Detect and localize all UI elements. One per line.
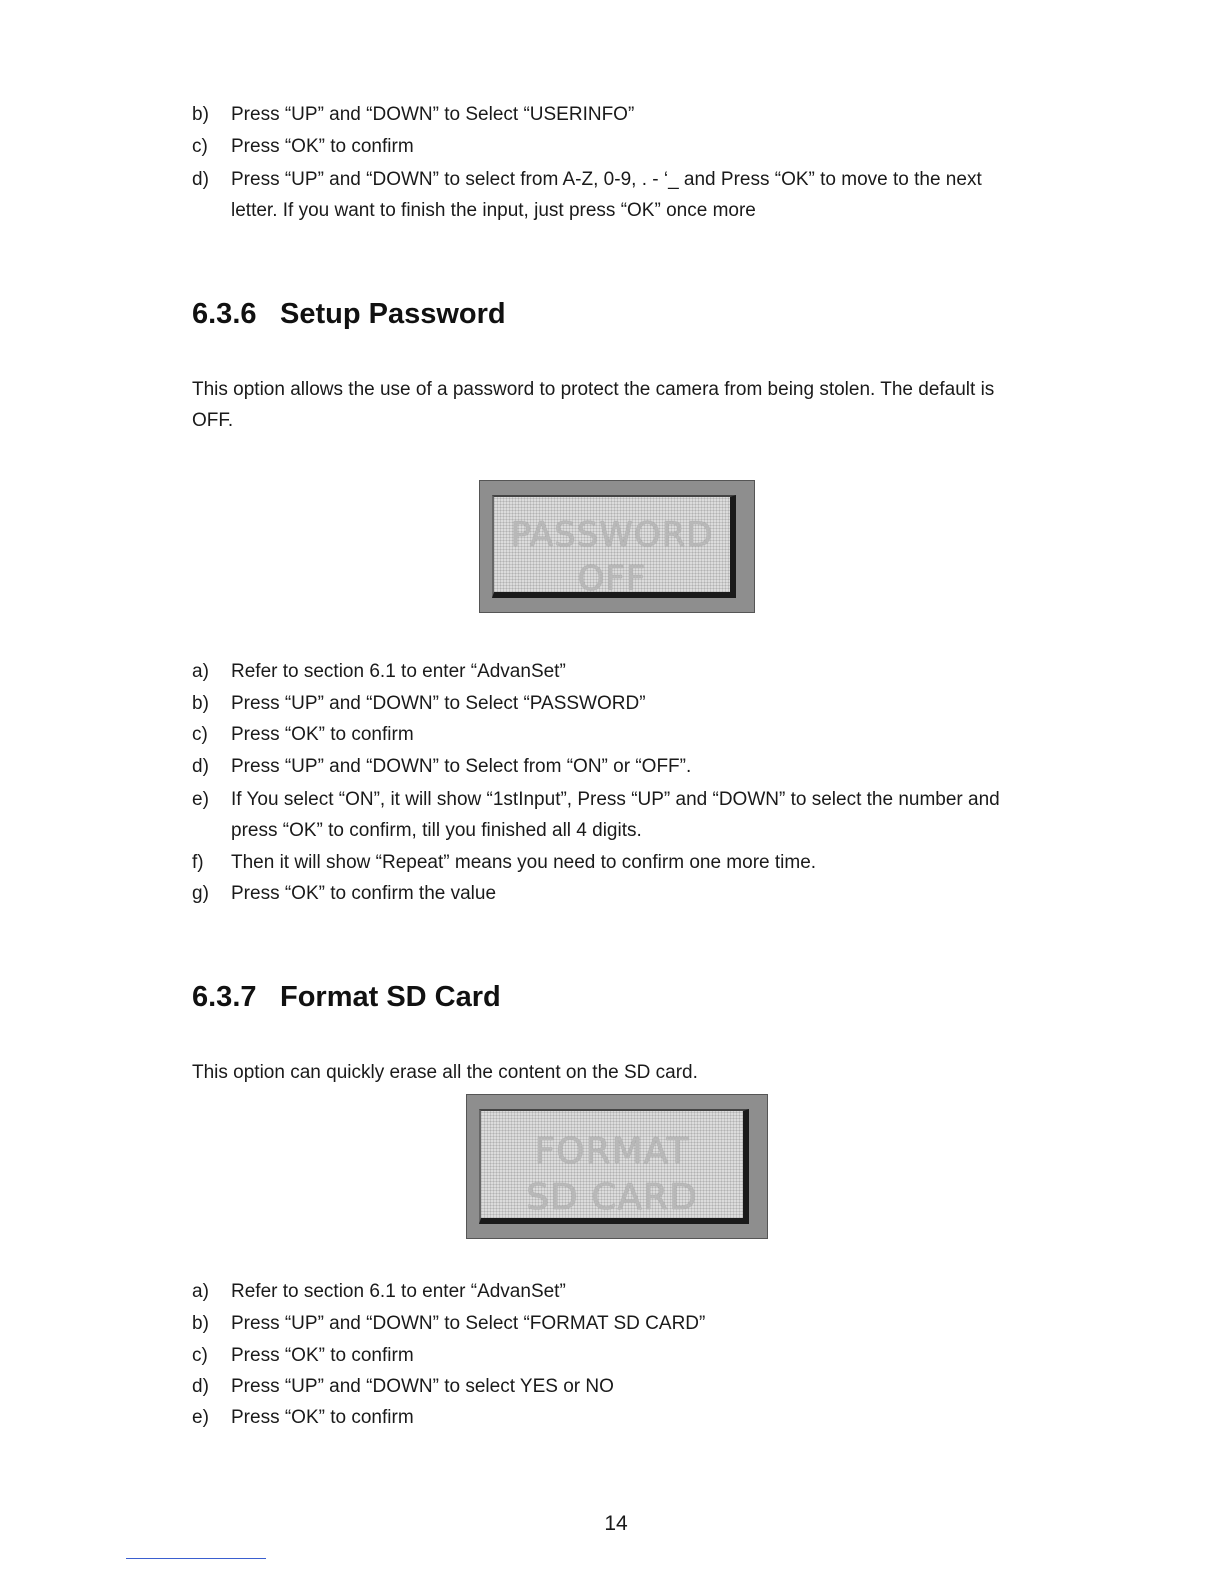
list-item-label: e) <box>192 789 209 810</box>
page-number: 14 <box>604 1512 628 1535</box>
list-item-text: If You select “ON”, it will show “1stInput”, Press “UP” and “DOWN” to select the number and <box>231 789 1000 810</box>
list-item-label: a) <box>192 661 209 682</box>
section-description: This option can quickly erase all the content on the SD card. <box>192 1062 698 1083</box>
list-item-label: b) <box>192 104 209 125</box>
list-item-text: Refer to section 6.1 to enter “AdvanSet” <box>231 661 566 682</box>
section-heading-format-sd-card <box>192 981 501 1014</box>
list-item-label: c) <box>192 1345 208 1366</box>
list-item-label: g) <box>192 883 209 904</box>
list-item-label: c) <box>192 724 208 745</box>
lcd-line-2: OFF <box>577 559 647 599</box>
list-item-label: c) <box>192 136 208 157</box>
list-item-text: Press “OK” to confirm <box>231 1407 414 1428</box>
list-item-label: a) <box>192 1281 209 1302</box>
list-item-text: Press “UP” and “DOWN” to select from A-Z, 0-9, . - ‘_ and Press “OK” to move to the next <box>231 169 982 190</box>
list-item-text: Then it will show “Repeat” means you need to confirm one more time. <box>231 852 817 873</box>
lcd-line-1: PASSWORD <box>510 515 714 555</box>
list-item-label: b) <box>192 693 209 714</box>
list-item-label: d) <box>192 1376 209 1397</box>
list-item-text: letter. If you want to finish the input, just press “OK” once more <box>231 200 756 221</box>
list-item-text: Press “OK” to confirm <box>231 136 414 157</box>
lcd-screen-format-sd-card <box>466 1094 768 1239</box>
list-item-text: Press “OK” to confirm the value <box>231 883 497 904</box>
section-description: This option allows the use of a password to protect the camera from being stolen. The default is OFF. <box>192 379 995 431</box>
section-heading-setup-password <box>192 298 506 331</box>
list-item-label: b) <box>192 1313 209 1334</box>
list-item-text: Press “UP” and “DOWN” to Select “PASSWORD” <box>231 693 646 714</box>
lcd-display <box>492 495 736 598</box>
list-item-text: Press “OK” to confirm <box>231 724 414 745</box>
list-item-text: press “OK” to confirm, till you finished all 4 digits. <box>231 820 642 841</box>
section-number: 6.3.6 <box>192 298 257 330</box>
list-item-text: Press “UP” and “DOWN” to select YES or NO <box>231 1376 614 1397</box>
list-item-text: Press “UP” and “DOWN” to Select “USERINFO” <box>231 104 635 125</box>
list-item-text: Press “UP” and “DOWN” to Select “FORMAT SD CARD” <box>231 1313 706 1334</box>
list-item-label: e) <box>192 1407 209 1428</box>
lcd-line-1: FORMAT <box>534 1131 690 1172</box>
list-item-text: Press “OK” to confirm <box>231 1345 414 1366</box>
list-item-text: Refer to section 6.1 to enter “AdvanSet” <box>231 1281 566 1302</box>
list-item-label: d) <box>192 169 209 190</box>
lcd-display <box>479 1109 749 1224</box>
lcd-screen-password <box>479 480 755 613</box>
list-item-text: Press “UP” and “DOWN” to Select from “ON” or “OFF”. <box>231 756 692 777</box>
footer-rule <box>126 1558 266 1559</box>
list-item-label: d) <box>192 756 209 777</box>
section-title: Format SD Card <box>280 981 501 1013</box>
section-number: 6.3.7 <box>192 981 257 1013</box>
list-item-label: f) <box>192 852 204 873</box>
section-title: Setup Password <box>280 298 506 330</box>
lcd-line-2: SD CARD <box>526 1177 698 1218</box>
